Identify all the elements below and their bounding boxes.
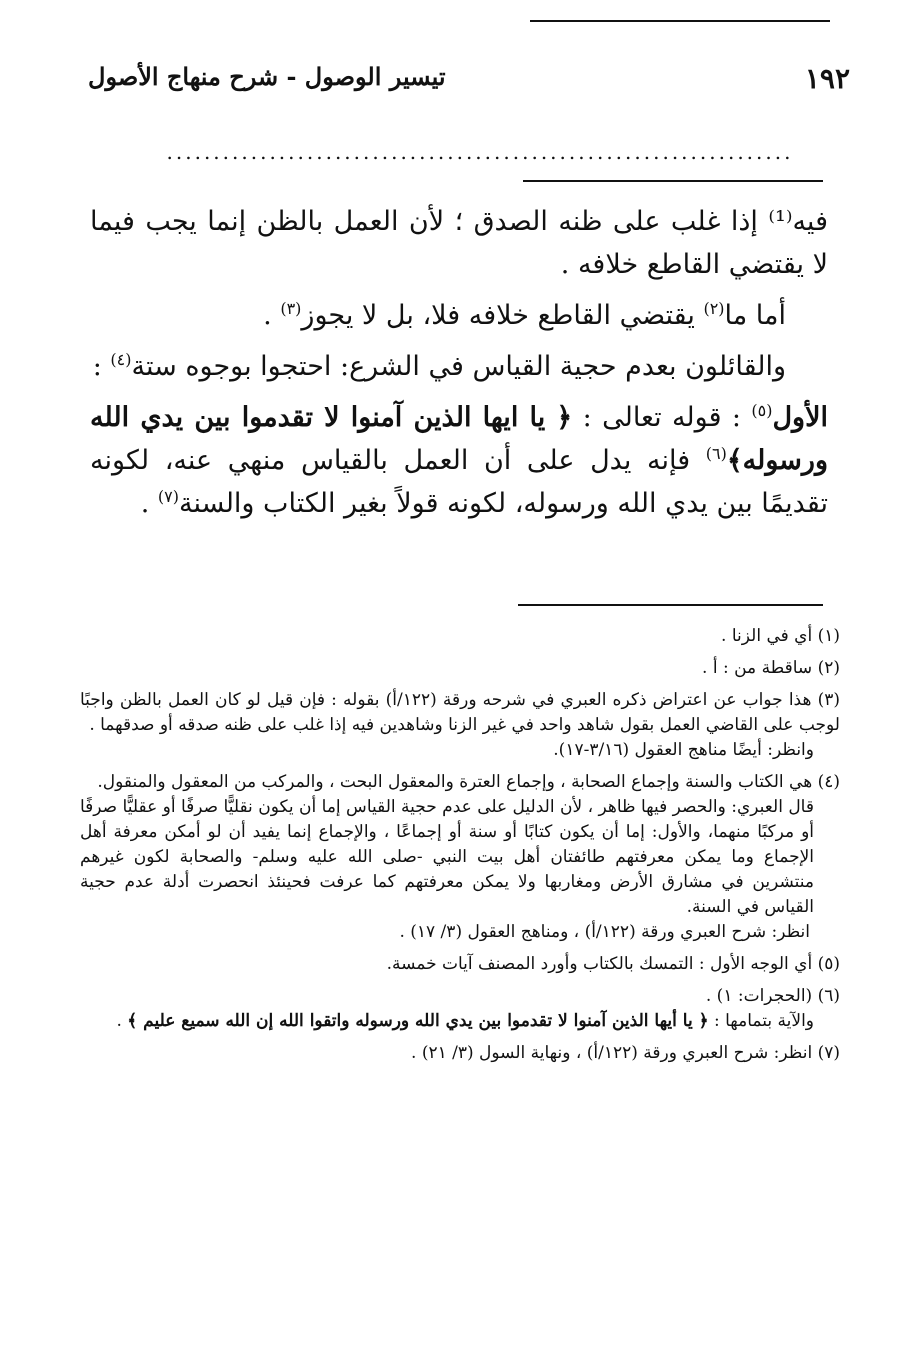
footnote-marker-2[interactable]: (٢) <box>703 299 725 318</box>
paragraph-4-text-b: فإنه يدل على أن العمل بالقياس منهي عنه، لكونه تقديمًا بين يدي الله ورسوله، لكونه قولاً بغير الكتاب والسنة <box>90 445 828 519</box>
paragraph-2-text-a: أما ما <box>724 300 786 331</box>
quranic-verse: ﴿ يا ايها الذين آمنوا لا تقدموا بين يدي الله ورسوله﴾ <box>90 402 828 476</box>
main-text <box>90 200 828 533</box>
top-rule <box>523 180 823 182</box>
footnote-4-quote: قال العبري: والحصر فيها ظاهر ، لأن الدليل على عدم حجية القياس إما أن يكون نقليًّا صرفًا أو عقليًّا صرفًا أو مركبًا منهما، والأول: إما أن يكون كتابًا أو سنة أو إجماعًا ، والإجماع إنما يفيد أن لو أمكن معرفة أهل الإجماع وما يمكن معرفتهم طائفتان أهل بيت النبي -صلى الله عليه وسلم- والصحابة لكون غيرهم منتشرين في مشارق الأرض ومغاربها ولا يمكن معرفتهم كما عرفت فحينئذ انحصرت أدلة عدم حجية القياس في السنة. <box>80 797 814 917</box>
footnote-marker-5[interactable]: (٥) <box>751 401 773 420</box>
footnote-6-verse: ﴿ يا أيها الذين آمنوا لا تقدموا بين يدي الله ورسوله واتقوا الله إن الله سميع عليم ﴾ <box>127 1011 709 1031</box>
paragraph-1 <box>90 200 828 286</box>
footnote-rule <box>518 604 823 606</box>
footnote-1-text: (١) أي في الزنا . <box>721 626 840 646</box>
footnote-7 <box>80 1041 840 1066</box>
footnote-3-text: (٣) هذا جواب عن اعتراض ذكره العبري في شرحه ورقة (١٢٢/أ) بقوله : فإن قيل لو كان العمل بالظن واجبًا لوجب على القاضي العمل بقول شاهد واحد في غير الزنا وشاهدين فيه إذا غلب على ظنه صدقه أو صدقهما . <box>80 690 841 735</box>
paragraph-3-text-a: والقائلون بعدم حجية القياس في الشرع: احتجوا بوجوه ستة <box>131 351 786 382</box>
footnote-2 <box>80 656 840 681</box>
page-number: ١٩٢ <box>804 62 850 95</box>
footnote-marker-3[interactable]: (٣) <box>280 299 302 318</box>
paragraph-2-text-c: . <box>263 300 281 331</box>
footnote-6-verse-end: . <box>116 1011 128 1031</box>
footnote-6-full-verse <box>80 1009 840 1034</box>
footnote-6-text: (٦) (الحجرات: ١) . <box>705 986 840 1006</box>
running-head <box>88 62 850 102</box>
footnote-6-verse-intro: والآية بتمامها : <box>708 1011 814 1031</box>
paragraph-2 <box>90 294 828 337</box>
footnote-3 <box>80 688 840 763</box>
footnote-5-text: (٥) أي الوجه الأول : التمسك بالكتاب وأورد المصنف آيات خمسة. <box>386 954 840 974</box>
footnote-6 <box>80 984 840 1034</box>
paragraph-4-text-c: . <box>140 488 158 519</box>
footnote-3-reference: وانظر: أيضًا مناهج العقول (٣/١٦-١٧). <box>553 740 814 760</box>
paragraph-4-text-a: : قوله تعالى : <box>572 402 752 433</box>
running-title: تيسير الوصول - شرح منهاج الأصول <box>88 62 446 91</box>
footnote-marker-4[interactable]: (٤) <box>110 350 132 369</box>
footnote-marker-7[interactable]: (٧) <box>157 487 179 506</box>
dotted-separator: ................................................................... <box>166 140 794 164</box>
footnote-5 <box>80 952 840 977</box>
first-point-label: الأول <box>772 402 828 433</box>
paragraph-3-text-b: : <box>92 351 111 382</box>
footnote-4-text: (٤) هي الكتاب والسنة وإجماع الصحابة ، وإجماع العترة والمعقول البحت ، والمركب من المعقول والمنقول. <box>97 772 840 792</box>
footnote-4-reference: انظر: شرح العبري ورقة (١٢٢/أ) ، ومناهج العقول (٣/ ١٧) . <box>399 922 810 942</box>
footnote-7-text: (٧) انظر: شرح العبري ورقة (١٢٢/أ) ، ونهاية السول (٣/ ٢١) . <box>411 1043 840 1063</box>
paragraph-2-text-b: يقتضي القاطع خلافه فلا، بل لا يجوز <box>301 300 695 331</box>
paragraph-1-text: فيه⁽¹⁾ إذا غلب على ظنه الصدق ؛ لأن العمل بالظن إنما يجب فيما لا يقتضي القاطع خلافه . <box>90 206 828 280</box>
header-rule <box>530 20 830 22</box>
footnote-2-text: (٢) ساقطة من : أ . <box>702 658 840 678</box>
footnote-marker-6[interactable]: (٦) <box>705 444 727 463</box>
paragraph-3 <box>90 345 828 388</box>
footnote-4 <box>80 770 840 945</box>
footnotes <box>80 624 840 1073</box>
footnote-1 <box>80 624 840 649</box>
paragraph-4 <box>90 396 828 525</box>
